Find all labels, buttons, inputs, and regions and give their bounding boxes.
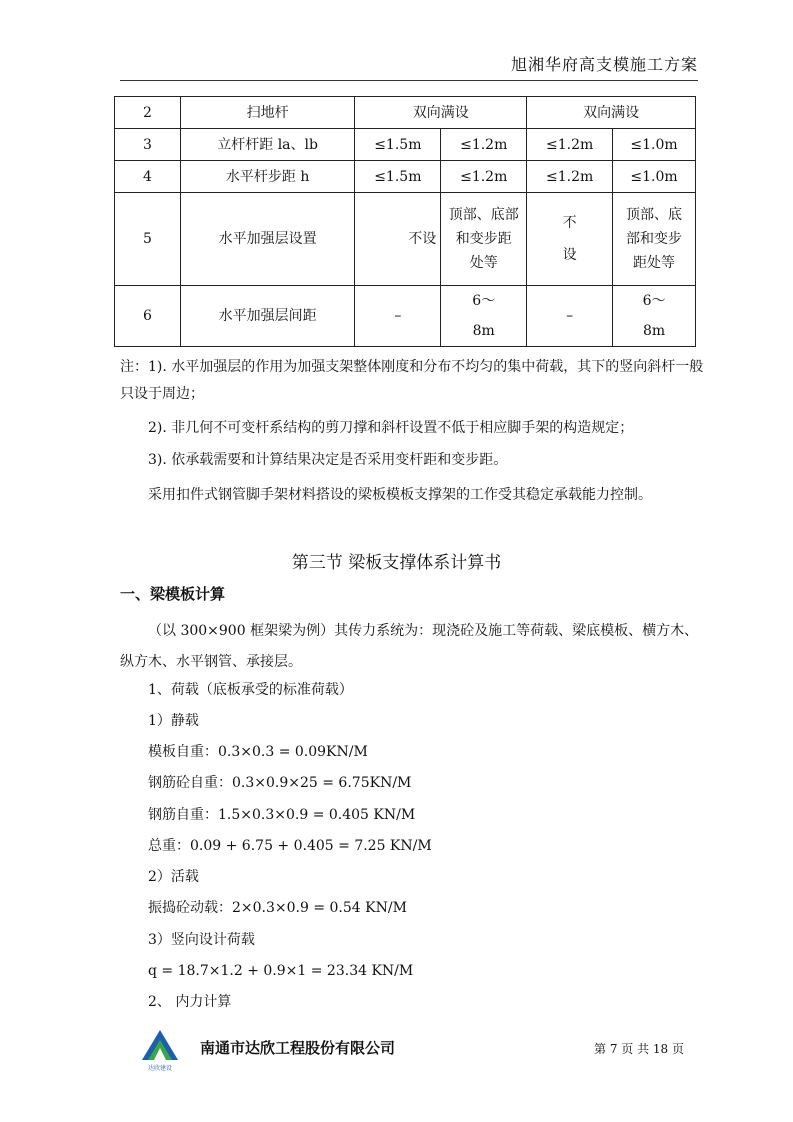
note-4: 采用扣件式钢管脚手架材料搭设的梁板模板支撑架的工作受其稳定承载能力控制。 [148, 487, 652, 503]
row-item: 水平加强层设置 [180, 193, 355, 286]
note-1: 注：1). 水平加强层的作用为加强支架整体刚度和分布不均匀的集中荷载，其下的竖向斜杆一般只设于周边； [120, 359, 704, 402]
footer-company-name: 南通市达欣工程股份有限公司 [200, 1039, 396, 1057]
cell-line: 处等 [469, 255, 498, 271]
row-value [613, 193, 696, 286]
cell-line: 不 [562, 215, 577, 231]
row-item: 水平杆步距 h [180, 161, 355, 193]
row-value [527, 193, 613, 286]
row-value: ≤1.5m [355, 129, 441, 161]
spec-table [114, 96, 696, 347]
row-value: ≤1.0m [613, 129, 696, 161]
row-value: ≤1.2m [527, 129, 613, 161]
table-row [115, 161, 696, 193]
logo-text: 达欣建设 [147, 1065, 173, 1072]
load-title: 1、荷载（底板承受的标准荷载） [148, 682, 353, 698]
row-value [613, 286, 696, 347]
row-number: 6 [115, 286, 181, 347]
dead-load-title: 1）静载 [148, 713, 199, 729]
cell-line: 6～ [642, 293, 666, 309]
row-number: 5 [115, 193, 181, 286]
row-value: ≤1.2m [527, 161, 613, 193]
note-2: 2). 非几何不可变杆系结构的剪刀撑和斜杆设置不低于相应脚手架的构造规定； [148, 420, 634, 436]
row-item: 扫地杆 [180, 97, 355, 129]
row-number: 4 [115, 161, 181, 193]
row-value: ≤1.2m [441, 161, 527, 193]
cell-line: 顶部、底部 [448, 207, 519, 223]
live-load-1: 振捣砼动载：2×0.3×0.9 = 0.54 KN/M [148, 900, 407, 916]
row-value: ≤1.0m [613, 161, 696, 193]
footer-page-number: 第 7 页 共 18 页 [594, 1042, 684, 1056]
dead-load-3: 钢筋自重：1.5×0.3×0.9 = 0.405 KN/M [148, 807, 416, 823]
row-value [441, 193, 527, 286]
document-header-title: 旭湘华府高支模施工方案 [510, 55, 698, 74]
cell-line: 8m [472, 323, 495, 339]
row-value: 双向满设 [527, 97, 696, 129]
cell-line: 设 [562, 247, 577, 263]
design-load-1: q = 18.7×1.2 + 0.9×1 = 23.34 KN/M [148, 963, 414, 979]
section-intro: （以 300×900 框架梁为例）其传力系统为：现浇砼及施工等荷载、梁底模板、横方木、纵方木、水平钢管、承接层。 [120, 623, 699, 670]
note-3: 3). 依承载需要和计算结果决定是否采用变杆距和变步距。 [148, 452, 508, 468]
row-number: 2 [115, 97, 181, 129]
row-value: 不设 [355, 193, 441, 286]
row-value: 双向满设 [355, 97, 527, 129]
section-title: 第三节 梁板支撑体系计算书 [291, 553, 502, 573]
row-value: – [527, 286, 613, 347]
dead-load-1: 模板自重：0.3×0.3 = 0.09KN/M [148, 744, 368, 760]
cell-line: 部和变步 [626, 231, 683, 247]
cell-line: 和变步距 [455, 231, 512, 247]
row-value [441, 286, 527, 347]
table-row [115, 286, 696, 347]
dead-load-2: 钢筋砼自重：0.3×0.9×25 = 6.75KN/M [148, 775, 412, 791]
row-number: 3 [115, 129, 181, 161]
cell-line: 6～ [472, 293, 496, 309]
header-rule [120, 80, 698, 81]
dead-load-total: 总重：0.09 + 6.75 + 0.405 = 7.25 KN/M [148, 838, 432, 854]
table-row [115, 193, 696, 286]
cell-line: 8m [642, 323, 666, 339]
force-calc-title: 2、 内力计算 [148, 994, 232, 1010]
design-load-title: 3）竖向设计荷载 [148, 932, 255, 948]
row-item: 立杆杆距 la、lb [180, 129, 355, 161]
cell-line: 距处等 [633, 255, 676, 271]
table-row [115, 97, 696, 129]
row-value: ≤1.5m [355, 161, 441, 193]
cell-line: 顶部、底 [626, 207, 683, 223]
company-logo [140, 1028, 180, 1072]
row-item: 水平加强层间距 [180, 286, 355, 347]
row-value: ≤1.2m [441, 129, 527, 161]
row-value: – [355, 286, 441, 347]
live-load-title: 2）活载 [148, 869, 199, 885]
section-heading: 一、梁模板计算 [120, 585, 226, 603]
table-row [115, 129, 696, 161]
